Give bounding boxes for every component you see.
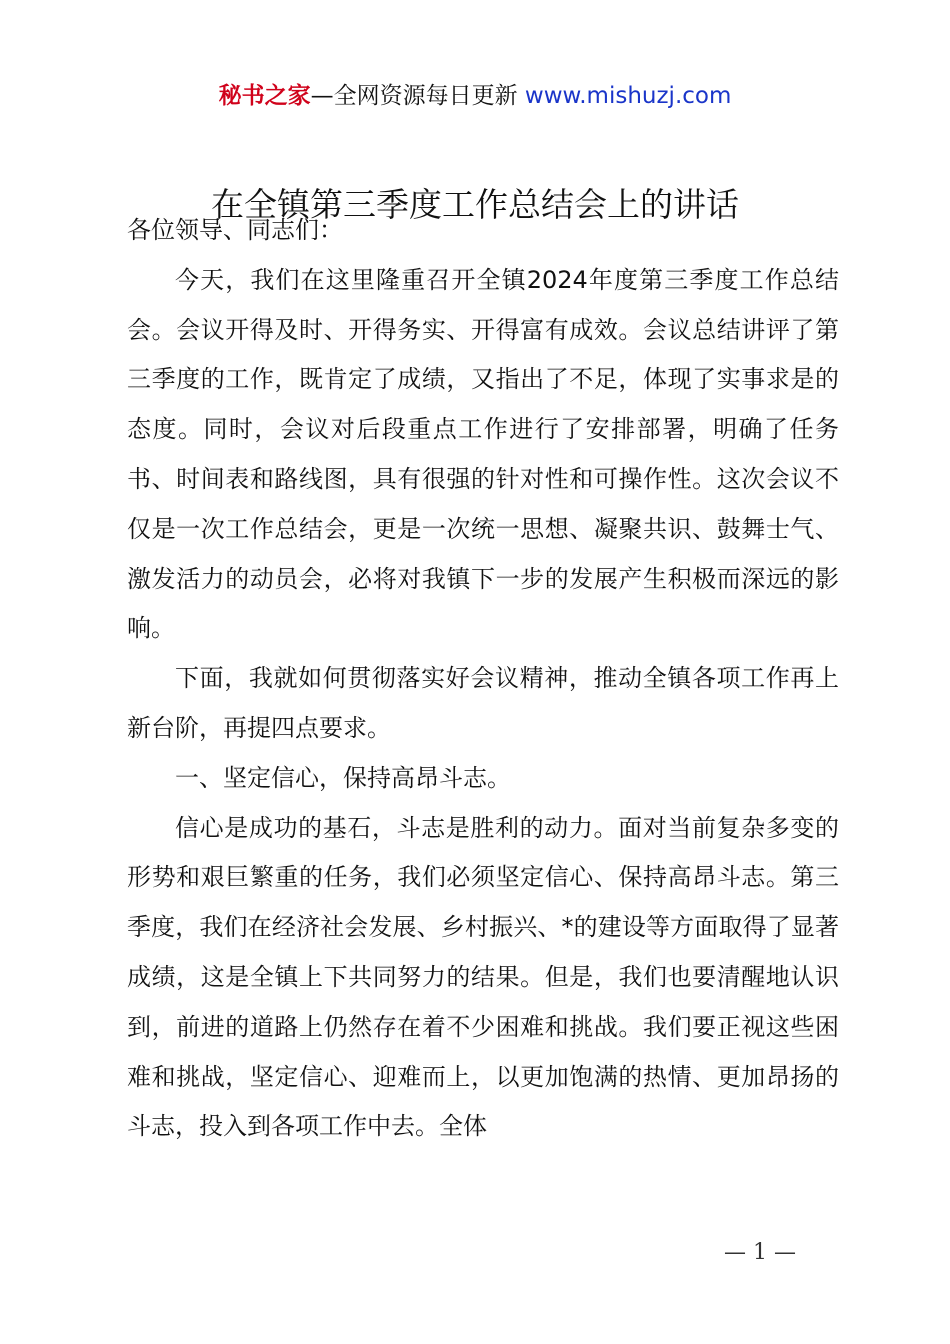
site-url-link[interactable]: www.mishuzj.com bbox=[524, 83, 732, 109]
paragraph-section-one: 信心是成功的基石，斗志是胜利的动力。面对当前复杂多变的形势和艰巨繁重的任务，我们必须坚定信心、保持高昂斗志。第三季度，我们在经济社会发展、乡村振兴、*的建设等方面取得了显著成绩，这是全镇上下共同努力的结果。但是，我们也要清醒地认识到，前进的道路上仍然存在着不少困难和挑战。我们要正视这些困难和挑战，坚定信心、迎难而上，以更加饱满的热情、更加昂扬的斗志，投入到各项工作中去。全体 bbox=[127, 813, 839, 1141]
document-body bbox=[127, 206, 839, 1152]
header-tagline: —全网资源每日更新 bbox=[310, 83, 518, 109]
salutation: 各位领导、同志们： bbox=[127, 216, 343, 244]
site-header bbox=[0, 80, 950, 112]
paragraph-transition: 下面，我就如何贯彻落实好会议精神，推动全镇各项工作再上新台阶，再提四点要求。 bbox=[127, 664, 839, 742]
page-number: — 1 — bbox=[724, 1240, 796, 1265]
document-title: 在全镇第三季度工作总结会上的讲话 bbox=[211, 185, 739, 224]
section-heading-one: 一、坚定信心，保持高昂斗志。 bbox=[175, 763, 511, 792]
brand-name: 秘书之家 bbox=[218, 83, 311, 109]
paragraph-opening: 今天，我们在这里隆重召开全镇2024年度第三季度工作总结会。会议开得及时、开得务实、开得富有成效。会议总结讲评了第三季度的工作，既肯定了成绩，又指出了不足，体现了实事求是的态度。同时，会议对后段重点工作进行了安排部署，明确了任务书、时间表和路线图，具有很强的针对性和可操作性。这次会议不仅是一次工作总结会，更是一次统一思想、凝聚共识、鼓舞士气、激发活力的动员会，必将对我镇下一步的发展产生积极而深远的影响。 bbox=[127, 265, 839, 643]
